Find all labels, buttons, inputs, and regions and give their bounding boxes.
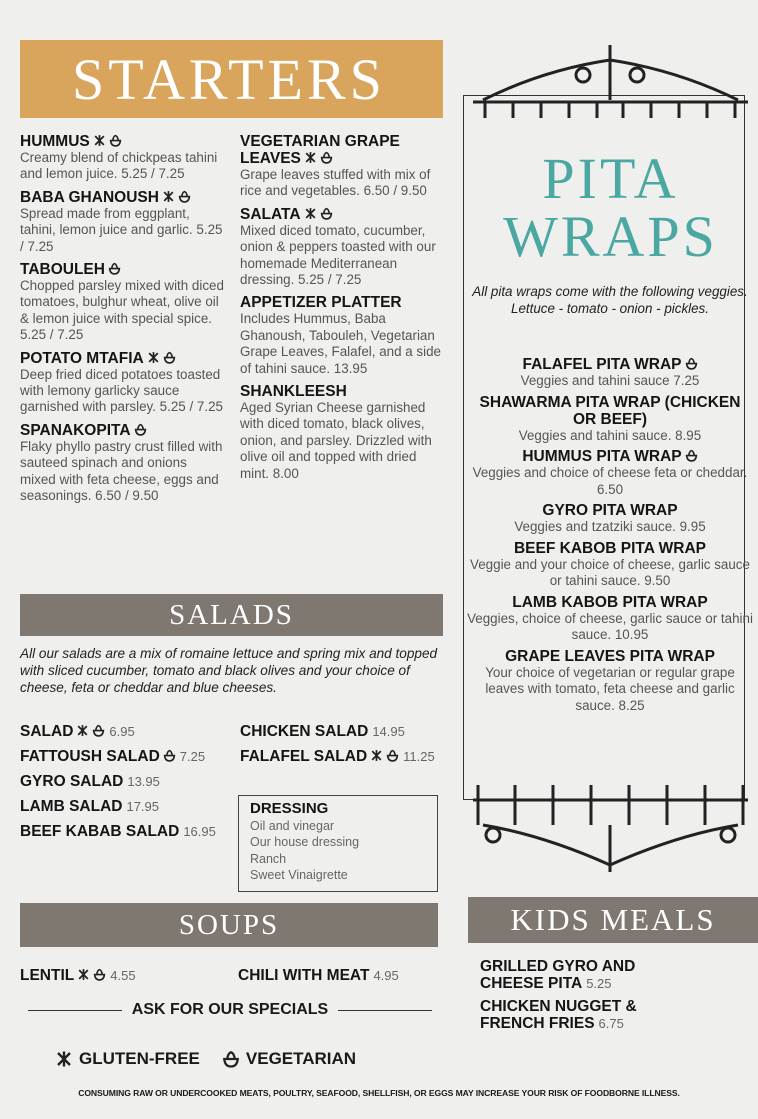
- vegetarian-icon: [178, 190, 191, 203]
- item-name: HUMMUS PITA WRAP: [522, 448, 682, 465]
- vegetarian-icon: [108, 262, 121, 275]
- menu-item: [466, 356, 754, 390]
- menu-item: [20, 773, 230, 790]
- menu-item: [466, 594, 754, 644]
- item-name: GRILLED GYRO AND CHEESE PITA: [480, 958, 636, 992]
- menu-item: [240, 206, 445, 289]
- item-price: 11.25: [403, 749, 435, 764]
- menu-item: [20, 422, 225, 505]
- vegetarian-icon: [163, 749, 176, 762]
- item-name-row: [466, 648, 754, 665]
- item-name-row: [20, 261, 225, 278]
- item-name: SHAWARMA PITA WRAP (CHICKEN OR BEEF): [479, 393, 741, 428]
- menu-item: [20, 967, 230, 984]
- menu-item: [240, 133, 445, 200]
- pita-note: All pita wraps come with the following veggies. Lettuce - tomato - onion - pickles.: [472, 284, 748, 316]
- item-name: SHANKLEESH: [240, 383, 347, 401]
- item-name-row: [240, 294, 445, 311]
- menu-item: [240, 723, 450, 740]
- pita-items: [466, 356, 754, 718]
- item-name-row: [20, 748, 230, 765]
- item-description: Deep fried diced potatoes toasted with lemony garlicky sauce garnished with parsley. 5.25 / 7.25: [20, 366, 223, 415]
- item-name-row: [466, 502, 754, 519]
- item-description: Veggies and tzatziki sauce. 9.95: [514, 519, 706, 534]
- menu-item: [466, 648, 754, 715]
- item-description: Veggies and tahini sauce 7.25: [520, 373, 700, 388]
- item-name: LENTIL: [20, 967, 75, 984]
- item-description: Veggies and choice of cheese feta or cheddar. 6.50: [472, 465, 748, 497]
- specials-text: ASK FOR OUR SPECIALS: [131, 1001, 329, 1018]
- item-name-row: [466, 394, 754, 428]
- menu-item: [20, 133, 225, 183]
- menu-item: [480, 998, 680, 1032]
- item-price: 14.95: [372, 724, 405, 739]
- iron-gate-top-ornament: [463, 40, 758, 120]
- item-name: CHICKEN SALAD: [240, 723, 369, 740]
- vegetarian-icon: [222, 1050, 240, 1068]
- salads-right: [240, 723, 450, 773]
- item-name: BEEF KABAB SALAD: [20, 823, 180, 840]
- item-name: CHICKEN NUGGET & FRENCH FRIES: [480, 998, 637, 1032]
- vegetarian-icon: [134, 423, 147, 436]
- item-description: Aged Syrian Cheese garnished with diced tomato, black olives, onion, and parsley. Drizzled with olive oil and topped with dried mint. 8.00: [240, 400, 432, 481]
- item-name: VEGETARIAN GRAPE LEAVES: [240, 133, 400, 167]
- soups-banner: SOUPS: [20, 903, 438, 947]
- item-name-row: [480, 998, 680, 1032]
- iron-gate-bottom-ornament: [463, 780, 758, 875]
- menu-item: [20, 798, 230, 815]
- item-name-row: [240, 383, 445, 400]
- menu-item: [20, 723, 230, 740]
- pita-title-line1: PITA: [542, 146, 679, 211]
- item-name: FATTOUSH SALAD: [20, 748, 160, 765]
- item-price: 13.95: [127, 774, 160, 789]
- item-name: LAMB KABOB PITA WRAP: [512, 593, 708, 611]
- menu-item: [466, 502, 754, 536]
- soups-right: [238, 967, 448, 992]
- gluten-free-icon: [370, 749, 383, 762]
- dressing-option: Our house dressing: [250, 835, 360, 849]
- starters-right: [240, 133, 445, 488]
- dressing-option: Oil and vinegar: [250, 818, 335, 833]
- item-description: Creamy blend of chickpeas tahini and lemon juice. 5.25 / 7.25: [20, 150, 218, 182]
- gluten-free-icon: [55, 1050, 73, 1068]
- item-price: 17.95: [126, 799, 160, 814]
- vegetarian-icon: [109, 134, 122, 147]
- item-price: 7.25: [179, 749, 206, 764]
- item-name-row: [466, 448, 754, 465]
- item-name-row: [480, 958, 680, 992]
- item-name-row: [466, 594, 754, 611]
- divider: [338, 1010, 432, 1011]
- item-name: SALAD: [20, 723, 74, 740]
- item-name-row: [238, 967, 448, 984]
- pita-wraps-title: [463, 146, 758, 269]
- item-description: Veggies, choice of cheese, garlic sauce or tahini sauce. 10.95: [467, 610, 753, 642]
- vegetarian-icon: [685, 449, 698, 462]
- item-name-row: [240, 723, 450, 740]
- item-name: APPETIZER PLATTER: [240, 294, 402, 312]
- item-name: GRAPE LEAVES PITA WRAP: [505, 647, 715, 665]
- item-price: 4.95: [373, 968, 399, 983]
- item-name: FALAFEL PITA WRAP: [522, 356, 682, 373]
- menu-item: [240, 383, 445, 482]
- item-name-row: [20, 422, 225, 439]
- menu-item: [20, 189, 225, 255]
- item-name-row: [20, 723, 230, 740]
- item-name-row: [466, 356, 754, 373]
- specials-line: [28, 1001, 432, 1019]
- item-description: Veggie and your choice of cheese, garlic sauce or tahini sauce. 9.50: [470, 556, 750, 588]
- menu-item: [240, 748, 450, 765]
- legend-vegetarian: VEGETARIAN: [245, 1049, 357, 1068]
- dressing-option: Ranch: [250, 851, 287, 866]
- menu-item: [466, 448, 754, 498]
- salads-banner: SALADS: [20, 594, 443, 636]
- item-price: 4.55: [110, 968, 136, 983]
- item-description: Your choice of vegetarian or regular grape leaves with tomato, feta cheese and garlic sauce. 8.25: [485, 664, 735, 713]
- vegetarian-icon: [685, 357, 698, 370]
- vegetarian-icon: [163, 351, 176, 364]
- item-name-row: [240, 748, 450, 765]
- foodborne-disclaimer: CONSUMING RAW OR UNDERCOOKED MEATS, POULTRY, SEAFOOD, SHELLFISH, OR EGGS MAY INCREASE YOUR RISK OF FOODBORNE ILLNESS.: [78, 1088, 680, 1098]
- item-name: CHILI WITH MEAT: [238, 967, 370, 984]
- starters-banner: STARTERS: [20, 40, 443, 118]
- item-description: Includes Hummus, Baba Ghanoush, Tabouleh, Vegetarian Grape Leaves, Falafel, and a side of tahini sauce. 13.95: [240, 311, 441, 376]
- gluten-free-icon: [77, 968, 90, 981]
- item-description: Spread made from eggplant, tahini, lemon juice and garlic. 5.25 / 7.25: [20, 205, 223, 254]
- legend-gluten-free: GLUTEN-FREE: [79, 1049, 200, 1068]
- item-name-row: [20, 350, 225, 367]
- item-price: 6.95: [109, 724, 135, 739]
- gluten-free-icon: [93, 134, 106, 147]
- menu-item: [480, 958, 680, 992]
- dressing-title: DRESSING: [250, 800, 329, 817]
- item-name: LAMB SALAD: [20, 798, 123, 815]
- item-name-row: [20, 798, 230, 815]
- item-name: GYRO PITA WRAP: [542, 502, 678, 519]
- gluten-free-icon: [304, 151, 317, 164]
- starters-left: [20, 133, 225, 511]
- gluten-free-icon: [76, 724, 89, 737]
- item-name-row: [240, 206, 445, 223]
- vegetarian-icon: [320, 207, 333, 220]
- item-name-row: [20, 823, 230, 840]
- legend: [55, 1049, 356, 1069]
- item-description: Mixed diced tomato, cucumber, onion & peppers toasted with our homemade Mediterranean dressing. 5.25 / 7.25: [240, 222, 436, 288]
- vegetarian-icon: [320, 151, 333, 164]
- menu-item: [20, 261, 225, 344]
- salads-left: [20, 723, 230, 848]
- pita-title-line2: WRAPS: [503, 204, 718, 269]
- menu-item: [20, 350, 225, 416]
- soups-left: [20, 967, 230, 992]
- vegetarian-icon: [92, 724, 105, 737]
- item-name-row: [466, 540, 754, 557]
- item-price: 16.95: [183, 824, 216, 839]
- item-description: Veggies and tahini sauce. 8.95: [518, 427, 702, 443]
- gluten-free-icon: [162, 190, 175, 203]
- kids-items: [480, 958, 680, 1038]
- item-name: BABA GHANOUSH: [20, 188, 159, 206]
- item-name: HUMMUS: [20, 133, 90, 150]
- gluten-free-icon: [304, 207, 317, 220]
- item-description: Flaky phyllo pastry crust filled with sauteed spinach and onions mixed with feta cheese, eggs and seasonings. 6.50 / 9.50: [20, 438, 223, 504]
- item-name: SPANAKOPITA: [20, 421, 131, 439]
- dressing-box: [238, 795, 438, 892]
- gluten-free-icon: [147, 351, 160, 364]
- item-name-row: [20, 967, 230, 984]
- item-price: 5.25: [586, 976, 612, 991]
- menu-item: [20, 748, 230, 765]
- divider: [28, 1010, 122, 1011]
- item-name: GYRO SALAD: [20, 773, 124, 790]
- menu-item: [466, 540, 754, 590]
- item-price: 6.75: [598, 1016, 624, 1031]
- menu-item: [466, 394, 754, 445]
- item-description: Chopped parsley mixed with diced tomatoes, bulghur wheat, olive oil & lemon juice with special spice. 5.25 / 7.25: [20, 278, 224, 343]
- item-description: Grape leaves stuffed with mix of rice and vegetables. 6.50 / 9.50: [240, 167, 431, 199]
- menu-item: [238, 967, 448, 984]
- salads-note: All our salads are a mix of romaine lettuce and spring mix and topped with sliced cucumber, tomato and black olives and your choice of cheese, feta or cheddar and blue cheeses.: [20, 646, 438, 695]
- item-name-row: [20, 189, 225, 206]
- menu-item: [20, 823, 230, 840]
- item-name: FALAFEL SALAD: [240, 748, 368, 765]
- item-name: POTATO MTAFIA: [20, 349, 144, 367]
- vegetarian-icon: [386, 749, 399, 762]
- item-name: BEEF KABOB PITA WRAP: [513, 539, 707, 557]
- menu-item: [240, 294, 445, 377]
- item-name: SALATA: [240, 205, 301, 223]
- item-name-row: [20, 773, 230, 790]
- kids-meals-banner: KIDS MEALS: [468, 897, 758, 943]
- vegetarian-icon: [93, 968, 106, 981]
- dressing-option: Sweet Vinaigrette: [250, 868, 348, 882]
- item-name: TABOULEH: [20, 261, 105, 279]
- item-name-row: [240, 133, 445, 167]
- item-name-row: [20, 133, 225, 150]
